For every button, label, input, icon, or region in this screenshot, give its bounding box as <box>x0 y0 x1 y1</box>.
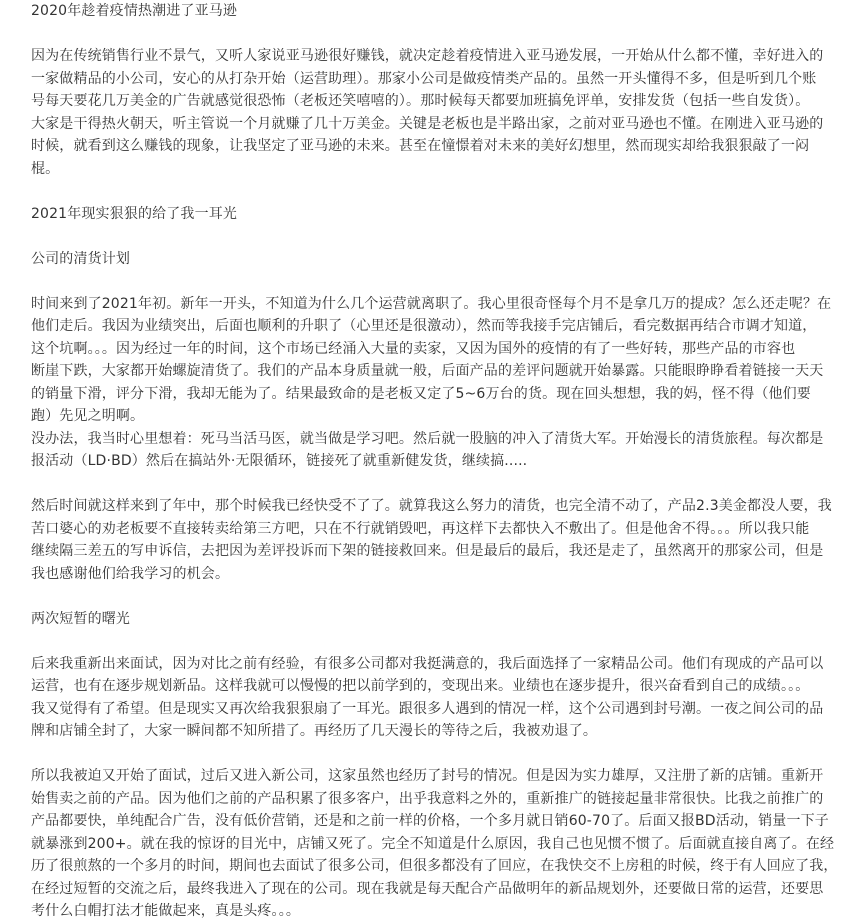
paragraph-line: 后来我重新出来面试，因为对比之前有经验，有很多公司都对我挺满意的，我后面选择了一家精品公司。他们有现成的产品可以 <box>31 655 824 672</box>
paragraph-line: 断崖下跌，大家都开始螺旋清货了。我们的产品本身质量就一般，后面产品的差评问题就开始暴露。只能眼睁睁看着链接一天天 <box>31 363 824 379</box>
paragraph-line: 的销量下滑，评分下滑，我却无能为了。结果最致命的是老板又定了5~6万台的货。现在回头想想，我的妈，怪不得（他们要 <box>31 385 811 402</box>
paragraph-line: 一家做精品的小公司，安心的从打杂开始（运营助理）。那家小公司是做疫情类产品的。虽然一开头懂得不多，但是听到几个账 <box>31 70 817 87</box>
paragraph-line: 历了很煎熬的一个多月的时间，期间也去面试了很多公司，但很多都没有了回应，在我快交不上房租的时候，终于有人回应了我， <box>31 858 838 874</box>
paragraph-line: 运营，也有在逐步规划新品。这样我就可以慢慢的把以前学到的，变现出来。业绩也在逐步提升，很兴奋看到自己的成绩。。。 <box>31 678 810 694</box>
section-heading: 2020年趁着疫情热潮进了亚马逊 <box>31 3 238 19</box>
paragraph-line: 因为在传统销售行业不景气，又听人家说亚马逊很好赚钱，就决定趁着疫情进入亚马逊发展，一开始从什么都不懂，幸好进入的 <box>31 48 824 64</box>
paragraph-line: 时间来到了2021年初。新年一开头，不知道为什么几个运营就离职了。我心里很奇怪每个月不是拿几万的提成？怎么还走呢？在 <box>31 295 832 312</box>
paragraph-line: 然后时间就这样来到了年中，那个时候我已经快受不了了。就算我这么努力的清货，也完全清不动了，产品2.3美金都没人要，我 <box>31 498 832 514</box>
paragraph-line: 在经过短暂的交流之后，最终我进入了现在的公司。现在我就是每天配合产品做明年的新品规划外，还要做日常的运营，还要思 <box>31 880 824 897</box>
paragraph-line: 考什么白帽打法才能做起来，真是头疼。。。 <box>31 903 300 919</box>
paragraph-line: 号每天要花几万美金的广告就感觉很恐怖（老板还笑嘻嘻的）。那时候每天都要加班搞免评单，安排发货（包括一些自发货）。 <box>31 93 810 109</box>
section-heading: 2021年现实狠狠的给了我一耳光 <box>31 205 238 222</box>
paragraph-line: 他们走后。我因为业绩突出，后面也顺利的升职了（心里还是很激动），然而等我接手完店铺后，看完数据再结合市调才知道， <box>31 318 817 334</box>
paragraph <box>31 653 840 743</box>
paragraph-line: 所以我被迫又开始了面试，过后又进入新公司，这家虽然也经历了封号的情况。但是因为实力雄厚，又注册了新的店铺。重新开 <box>31 768 824 784</box>
paragraph-line: 我又觉得有了希望。但是现实又再次给我狠狠扇了一耳光。跟很多人遇到的情况一样，这个公司遇到封号潮。一夜之间公司的品 <box>31 700 824 717</box>
paragraph-line: 时候，就看到这么赚钱的现象，让我坚定了亚马逊的未来。甚至在憧憬着对未来的美好幻想里，然而现实却给我狠狠敲了一闷 <box>31 138 810 154</box>
paragraph <box>31 765 840 923</box>
paragraph-line: 苦口婆心的劝老板要不直接转卖给第三方吧，只在不行就销毁吧，再这样下去都快入不敷出了。但是他舍不得。。。所以我只能 <box>31 520 810 537</box>
paragraph-line: 棍。 <box>31 160 60 177</box>
paragraph-line: 这个坑啊。。。因为经过一年的时间，这个市场已经涌入大量的卖家，又因为国外的疫情的有了一些好转，那些产品的市容也 <box>31 340 796 357</box>
paragraph-line: 我也感谢他们给我学习的机会。 <box>31 565 230 582</box>
paragraph-line: 没办法，我当时心里想着：死马当活马医，就当做是学习吧。然后就一股脑的冲入了清货大军。开始漫长的清货旅程。每次都是 <box>31 430 824 447</box>
paragraph-line: 始售卖之前的产品。因为他们之前的产品积累了很多客户，出乎我意料之外的，重新推广的链接起量非常很快。比我之前推广的 <box>31 790 824 807</box>
paragraph-line: 牌和店铺全封了，大家一瞬间都不知所措了。再经历了几天漫长的等待之后，我被劝退了。 <box>31 723 597 739</box>
paragraph-line: 继续隔三差五的写申诉信，去把因为差评投诉而下架的链接救回来。但是最后的最后，我还是走了，虽然离开的那家公司，但是 <box>31 543 824 559</box>
paragraph <box>31 495 840 585</box>
paragraph-line: 报活动（LD·BD）然后在搞站外·无限循环，链接死了就重新健发货，继续搞..... <box>31 453 528 469</box>
paragraph-line: 就暴涨到200+。就在我的惊讶的目光中，店铺又死了。完全不知道是什么原因，我自己也见惯不惯了。后面就直接自离了。在经 <box>31 835 835 852</box>
paragraph <box>31 293 840 473</box>
section-heading: 两次短暂的曙光 <box>31 610 131 627</box>
paragraph <box>31 45 840 180</box>
paragraph-line: 大家是干得热火朝天，听主管说一个月就赚了几十万美金。关键是老板也是半路出家，之前对亚马逊也不懂。在刚进入亚马逊的 <box>31 115 824 132</box>
section-heading: 公司的清货计划 <box>31 250 131 267</box>
paragraph-line: 跑）先见之明啊。 <box>31 408 145 424</box>
paragraph-line: 产品都要快，单纯配合广告，没有低价营销，还是和之前一样的价格，一个多月就日销60-70了。后面又报BD活动，销量一下子 <box>31 813 829 829</box>
